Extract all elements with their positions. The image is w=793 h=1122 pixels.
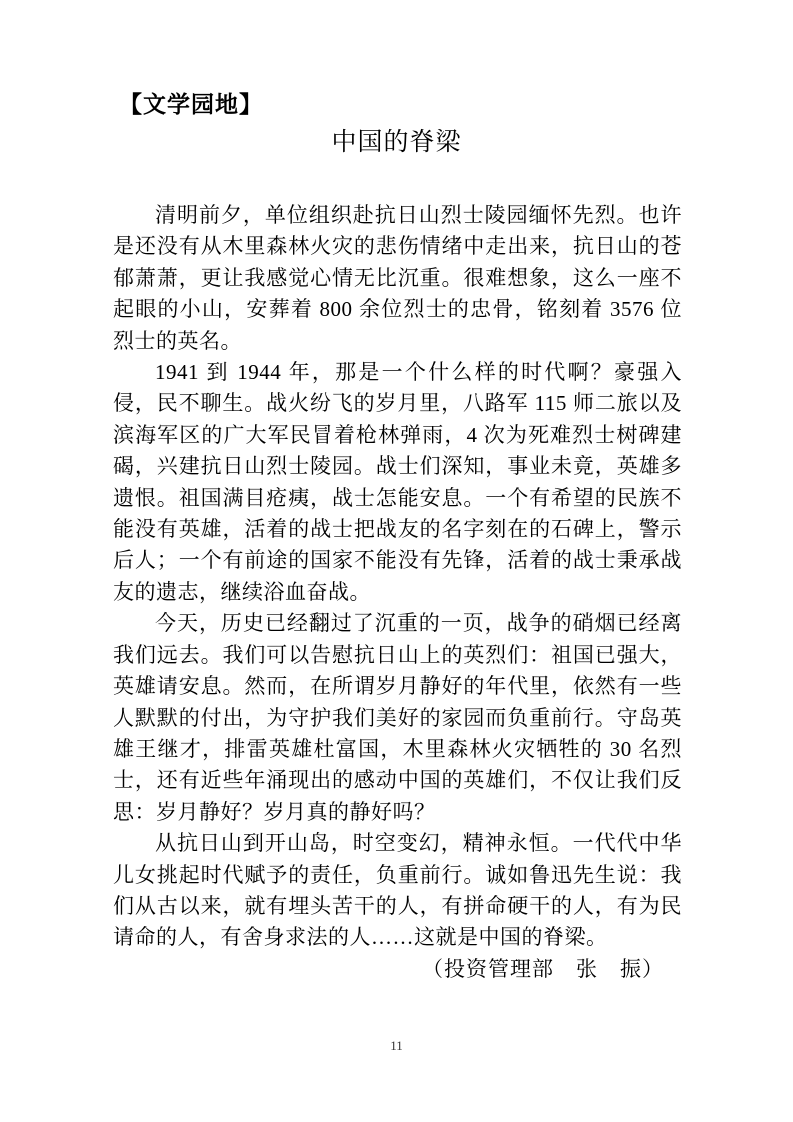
article-paragraph: 今天，历史已经翻过了沉重的一页，战争的硝烟已经离我们远去。我们可以告慰抗日山上的英烈们：祖国已强大，英雄请安息。然而，在所谓岁月静好的年代里，依然有一些人默默的付出，为守护我们美好的家园而负重前行。守岛英雄王继才，排雷英雄杜富国，木里森林火灾牺牲的 30 名烈士，还有近些年涌现出的感动中国的英雄们，不仅让我们反思：岁月静好？岁月真的静好吗？ xyxy=(113,611,682,824)
article-paragraph: 清明前夕，单位组织赴抗日山烈士陵园缅怀先烈。也许是还没有从木里森林火灾的悲伤情绪中走出来，抗日山的苍郁萧萧，更让我感觉心情无比沉重。很难想象，这么一座不起眼的小山，安葬着 800 余位烈士的忠骨，铭刻着 3576 位烈士的英名。 xyxy=(113,203,682,353)
article-paragraph: 从抗日山到开山岛，时空变幻，精神永恒。一代代中华儿女挑起时代赋予的责任，负重前行。诚如鲁迅先生说：我们从古以来，就有埋头苦干的人，有拼命硬干的人，有为民请命的人，有舍身求法的人……这就是中国的脊梁。 xyxy=(113,831,682,950)
page-number: 11 xyxy=(390,1038,403,1053)
section-header: 【文学园地】 xyxy=(119,92,263,117)
article-title: 中国的脊梁 xyxy=(331,128,462,156)
article-byline: （投资管理部 张 振） xyxy=(422,956,664,981)
article-paragraph: 1941 到 1944 年，那是一个什么样的时代啊？豪强入侵，民不聊生。战火纷飞的岁月里，八路军 115 师二旅以及滨海军区的广大军民冒着枪林弹雨，4 次为死难烈士树碑建碣，兴建抗日山烈士陵园。战士们深知，事业未竟，英雄多遗恨。祖国满目疮痍，战士怎能安息。一个有希望的民族不能没有英雄，活着的战士把战友的名字刻在的石碑上，警示后人；一个有前途的国家不能没有先锋，活着的战士秉承战友的遗志，继续浴血奋战。 xyxy=(113,360,682,604)
article-body xyxy=(113,200,682,985)
